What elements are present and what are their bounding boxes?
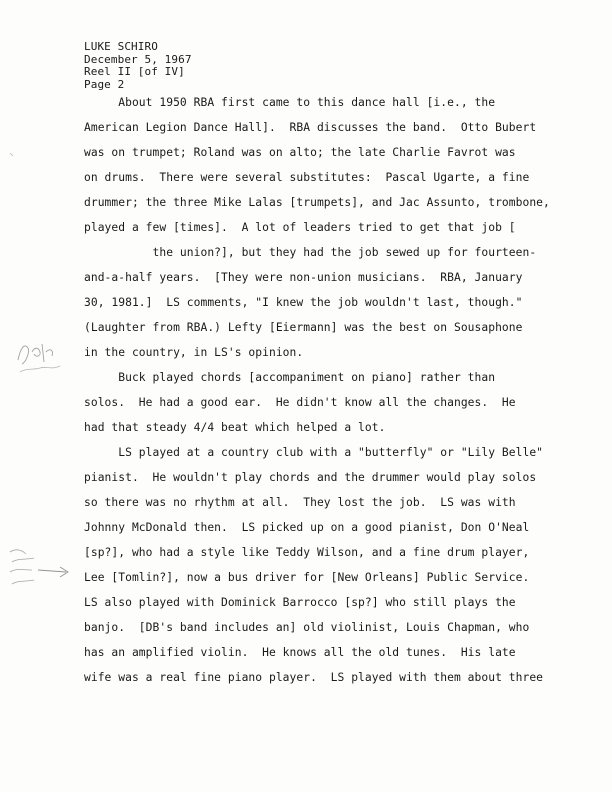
margin-handwriting-bottom [4,540,84,610]
transcript-line: in the country, in LS's opinion. [84,346,304,359]
transcript-line: 30, 1981.] LS comments, "I knew the job wouldn't last, though." [84,296,523,309]
transcript-line: drummer; the three Mike Lalas [trumpets], and Jac Assunto, trombone, [84,196,550,209]
transcript-line: the union?], but they had the job sewed up for fourteen- [84,246,537,259]
transcript-line: was on trumpet; Roland was on alto; the late Charlie Favrot was [84,146,516,159]
transcript-line: wife was a real fine piano player. LS played with them about three [84,671,544,684]
page-header [84,41,192,91]
transcript-line: played a few [times]. A lot of leaders tried to get that job [ [84,221,516,234]
page-number: Page 2 [84,77,125,91]
interview-date: December 5, 1967 [84,52,192,66]
transcript-line: LS also played with Dominick Barrocco [sp?] who still plays the [84,596,516,609]
transcript-line: Johnny McDonald then. LS picked up on a good pianist, Don O'Neal [84,521,530,534]
transcript-line: so there was no rhythm at all. They lost the job. LS was with [84,496,516,509]
transcript-line: and-a-half years. [They were non-union musicians. RBA, January [84,271,523,284]
transcript-line: had that steady 4/4 beat which helped a lot. [84,421,386,434]
margin-handwriting-top [10,322,70,382]
interviewee-name: LUKE SCHIRO [84,40,158,53]
transcript-line: solos. He had a good ear. He didn't know all the changes. He [84,396,516,409]
transcript-line: About 1950 RBA first came to this dance hall [i.e., the [84,96,496,109]
transcript-line: Buck played chords [accompaniment on piano] rather than [84,371,496,384]
transcript-line: LS played at a country club with a "butterfly" or "Lily Belle" [84,446,544,459]
transcript-line: American Legion Dance Hall]. RBA discusses the band. Otto Bubert [84,121,537,134]
margin-tick-mark [8,150,18,160]
transcript-line: [sp?], who had a style like Teddy Wilson, and a fine drum player, [84,546,530,559]
transcript-line: (Laughter from RBA.) Lefty [Eiermann] was the best on Sousaphone [84,321,523,334]
reel-label: Reel II [of IV] [84,65,185,78]
transcript-line: on drums. There were several substitutes: Pascal Ugarte, a fine [84,171,530,184]
transcript-line: banjo. [DB's band includes an] old violinist, Louis Chapman, who [84,621,530,634]
transcript-line: pianist. He wouldn't play chords and the drummer would play solos [84,471,537,484]
transcript-line: has an amplified violin. He knows all the old tunes. His late [84,646,516,659]
transcript-line: Lee [Tomlin?], now a bus driver for [New Orleans] Public Service. [84,571,530,584]
